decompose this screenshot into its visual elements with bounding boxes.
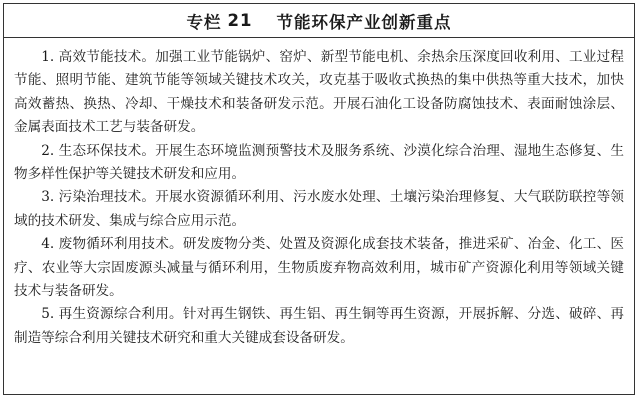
column-number: 21 [227, 11, 253, 30]
column-content [4, 38, 634, 350]
list-item-renewable-resources: 5. 再生资源综合利用。针对再生钢铁、再生铝、再生铜等再生资源，开展拆解、分选、破碎、再制造等综合利用关键技术研究和重大关键成套设备研发。 [14, 306, 624, 346]
list-item-waste-recycling: 4. 废物循环利用技术。研发废物分类、处置及资源化成套技术装备，推进采矿、冶金、化工、医疗、农业等大宗固废源头减量与循环利用，生物质废弃物高效利用，城市矿产资源化利用等领域关键技术与装备研发。 [14, 236, 624, 300]
column-box [3, 3, 635, 395]
column-title: 节能环保产业创新重点 [276, 12, 452, 32]
list-item-energy-saving: 1. 高效节能技术。加强工业节能锅炉、窑炉、新型节能电机、余热余压深度回收利用、工业过程节能、照明节能、建筑节能等领域关键技术攻关，攻克基于吸收式换热的集中供热等重大技术，加快高效蓄热、换热、冷却、干燥技术和装备研发示范。开展石油化工设备防腐蚀技术、表面耐蚀涂层、金属表面技术工艺与装备研发。 [14, 49, 624, 136]
column-label: 专栏 [186, 12, 222, 32]
list-item-pollution: 3. 污染治理技术。开展水资源循环利用、污水废水处理、土壤污染治理修复、大气联防联控等领域的技术研发、集成与综合应用示范。 [14, 189, 624, 229]
list-item-ecology: 2. 生态环保技术。开展生态环境监测预警技术及服务系统、沙漠化综合治理、湿地生态修复、生物多样性保护等关键技术研发和应用。 [14, 142, 624, 183]
column-header [4, 4, 634, 38]
